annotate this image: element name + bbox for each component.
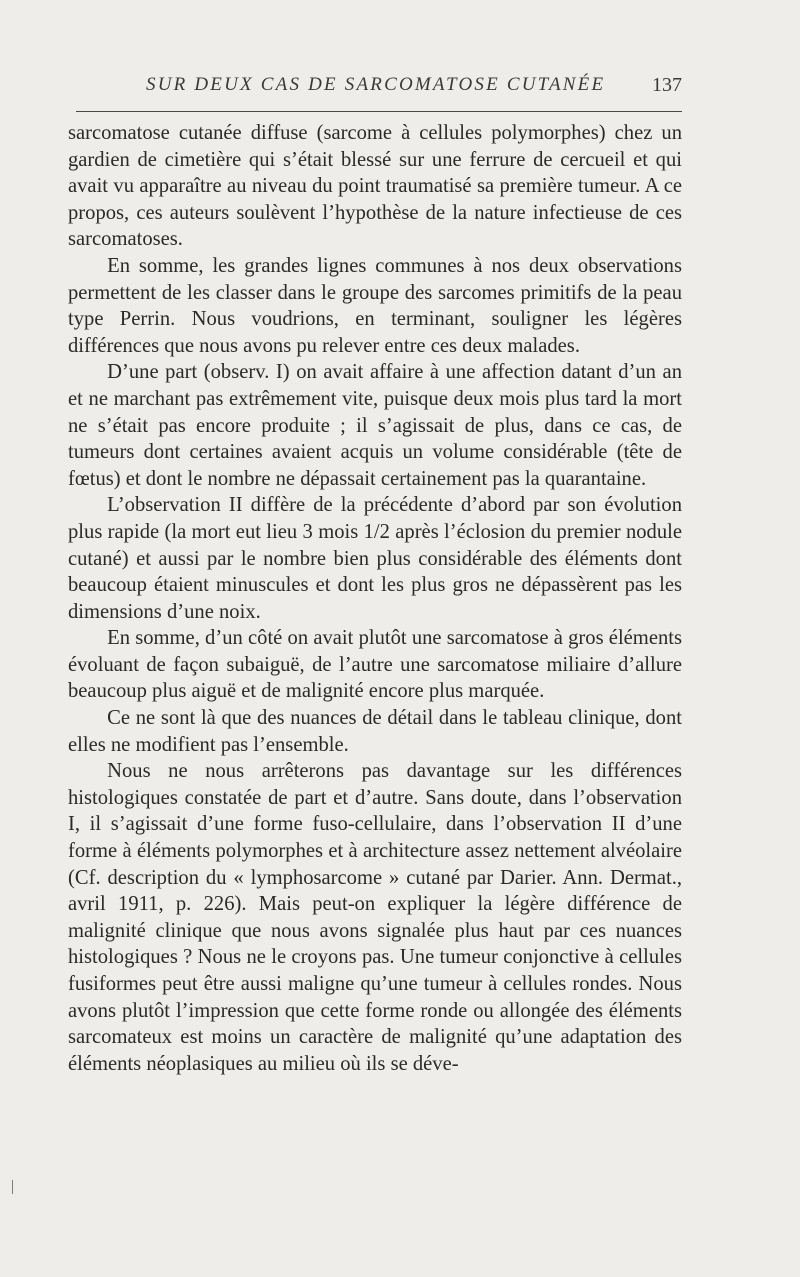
page-number: 137 xyxy=(652,74,682,96)
paragraph: Nous ne nous arrêterons pas davantage sur les différences histologiques constatée de part et d’autre. Sans doute, dans l’observation I, il s’agissait d’une forme fuso-cellulaire, dans l’observation II d’une forme à éléments polymorphes et à architecture assez nettement alvéolaire (Cf. description du « lymphosarcome » cutané par Darier. Ann. Dermat., avril 1911, p. 226). Mais peut-on expliquer la légère différence de malignité clinique que nous avons signalée plus haut par ces nuances histologiques ? Nous ne le croyons pas. Une tumeur conjonctive à cellules fusiformes peut être aussi maligne qu’une tumeur à cellules rondes. Nous avons plutôt l’impression que cette forme ronde ou allongée des éléments sarcomateux est moins un caractère de malignité qu’une adaptation des éléments néoplasiques au milieu où ils se déve- xyxy=(68,760,682,1075)
paragraph: D’une part (observ. I) on avait affaire à une affection datant d’un an et ne marchant pas extrêmement vite, puisque deux mois plus tard la mort ne s’était pas encore produite ; il s’agissait de plus, dans ce cas, de tumeurs dont certaines avaient acquis un volume considérable (tête de fœtus) et dont le nombre ne dépassait certainement pas la quarantaine. xyxy=(68,361,682,490)
running-header xyxy=(68,74,682,106)
running-title: SUR DEUX CAS DE SARCOMATOSE CUTANÉE xyxy=(146,74,606,95)
body-text xyxy=(68,120,682,1077)
header-rule xyxy=(76,111,682,112)
paragraph: En somme, les grandes lignes communes à nos deux observations permettent de les classer dans le groupe des sarcomes primitifs de la peau type Perrin. Nous voudrions, en terminant, souligner les légères différences que nous avons pu relever entre ces deux malades. xyxy=(68,254,682,357)
paragraph: L’observation II diffère de la précédente d’abord par son évolution plus rapide (la mort eut lieu 3 mois 1/2 après l’éclosion du premier nodule cutané) et aussi par le nombre bien plus considérable des éléments dont beaucoup étaient minuscules et dont les plus gros ne dépassèrent pas les dimensions d’une noix. xyxy=(68,494,682,623)
paragraph-continued: sarcomatose cutanée diffuse (sarcome à cellules polymorphes) chez un gardien de cimetière qui s’était blessé sur une ferrure de cercueil et qui avait vu apparaître au niveau du point traumatisé sa première tumeur. A ce propos, ces auteurs soulèvent l’hypothèse de la nature infectieuse de ces sarcomatoses. xyxy=(68,122,682,251)
paragraph: En somme, d’un côté on avait plutôt une sarcomatose à gros éléments évoluant de façon subaiguë, de l’autre une sarcomatose miliaire d’allure beaucoup plus aiguë et de malignité encore plus marquée. xyxy=(68,627,682,703)
margin-mark xyxy=(12,1180,13,1194)
paragraph: Ce ne sont là que des nuances de détail dans le tableau clinique, dont elles ne modifient pas l’ensemble. xyxy=(68,707,682,756)
